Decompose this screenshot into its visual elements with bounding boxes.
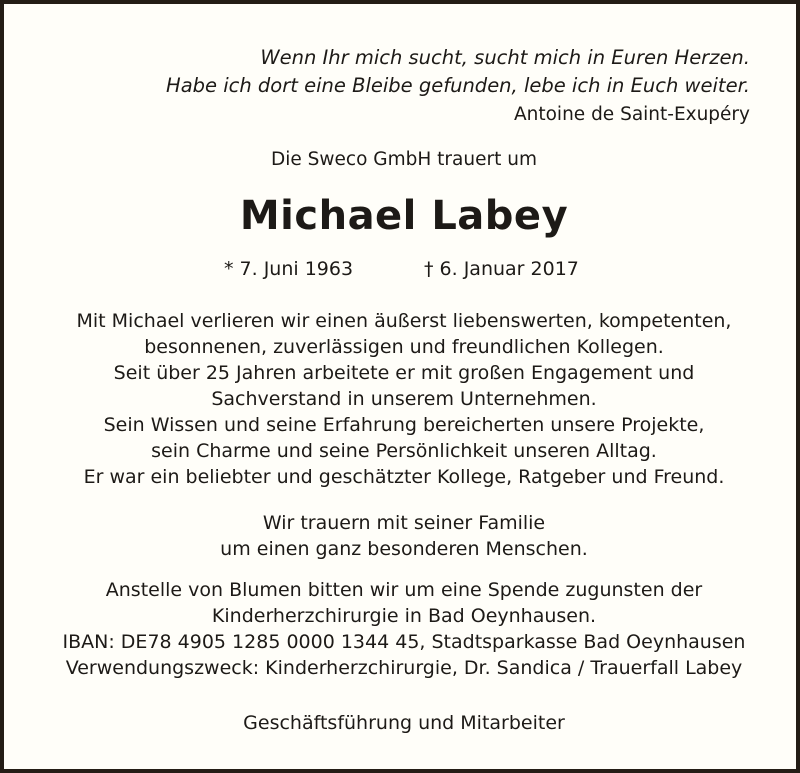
tribute-line: Sein Wissen und seine Erfahrung bereicherten unsere Projekte, — [103, 414, 705, 436]
mourning-line: um einen ganz besonderen Menschen. — [220, 538, 588, 560]
tribute-line: Mit Michael verlieren wir einen äußerst liebenswerten, kompetenten, — [76, 310, 732, 332]
mourning-line: Wir trauern mit seiner Familie — [262, 512, 546, 534]
quote-line: Wenn Ihr mich sucht, sucht mich in Euren Herzen. — [260, 46, 750, 69]
birth-date: * 7. Juni 1963 — [224, 258, 354, 280]
donation-paragraph — [4, 577, 800, 681]
tribute-paragraph — [4, 308, 800, 490]
tribute-line: Er war ein beliebter und geschätzter Kollege, Ratgeber und Freund. — [83, 466, 725, 488]
death-date: † 6. Januar 2017 — [424, 258, 579, 280]
signature: Geschäftsführung und Mitarbeiter — [243, 712, 565, 734]
deceased-name: Michael Labey — [239, 193, 569, 239]
intro-line: Die Sweco GmbH trauert um — [271, 149, 537, 170]
quote — [166, 44, 750, 100]
iban-line: IBAN: DE78 4905 1285 0000 1344 45, Stadtsparkasse Bad Oeynhausen — [62, 631, 746, 653]
quote-line: Habe ich dort eine Bleibe gefunden, lebe ich in Euch weiter. — [166, 74, 750, 97]
quote-author: Antoine de Saint-Exupéry — [513, 104, 750, 125]
donation-line: Kinderherzchirurgie in Bad Oeynhausen. — [211, 605, 597, 627]
donation-line: Anstelle von Blumen bitten wir um eine Spende zugunsten der — [105, 579, 703, 601]
tribute-line: Sachverstand in unserem Unternehmen. — [211, 388, 597, 410]
mourning-paragraph — [4, 510, 800, 562]
tribute-line: Seit über 25 Jahren arbeitete er mit großen Engagement und — [113, 362, 695, 384]
reference-line: Verwendungszweck: Kinderherzchirurgie, Dr. Sandica / Trauerfall Labey — [65, 657, 743, 679]
tribute-line: sein Charme und seine Persönlichkeit unseren Alltag. — [151, 440, 657, 462]
tribute-line: besonnenen, zuverlässigen und freundlichen Kollegen. — [144, 336, 664, 358]
